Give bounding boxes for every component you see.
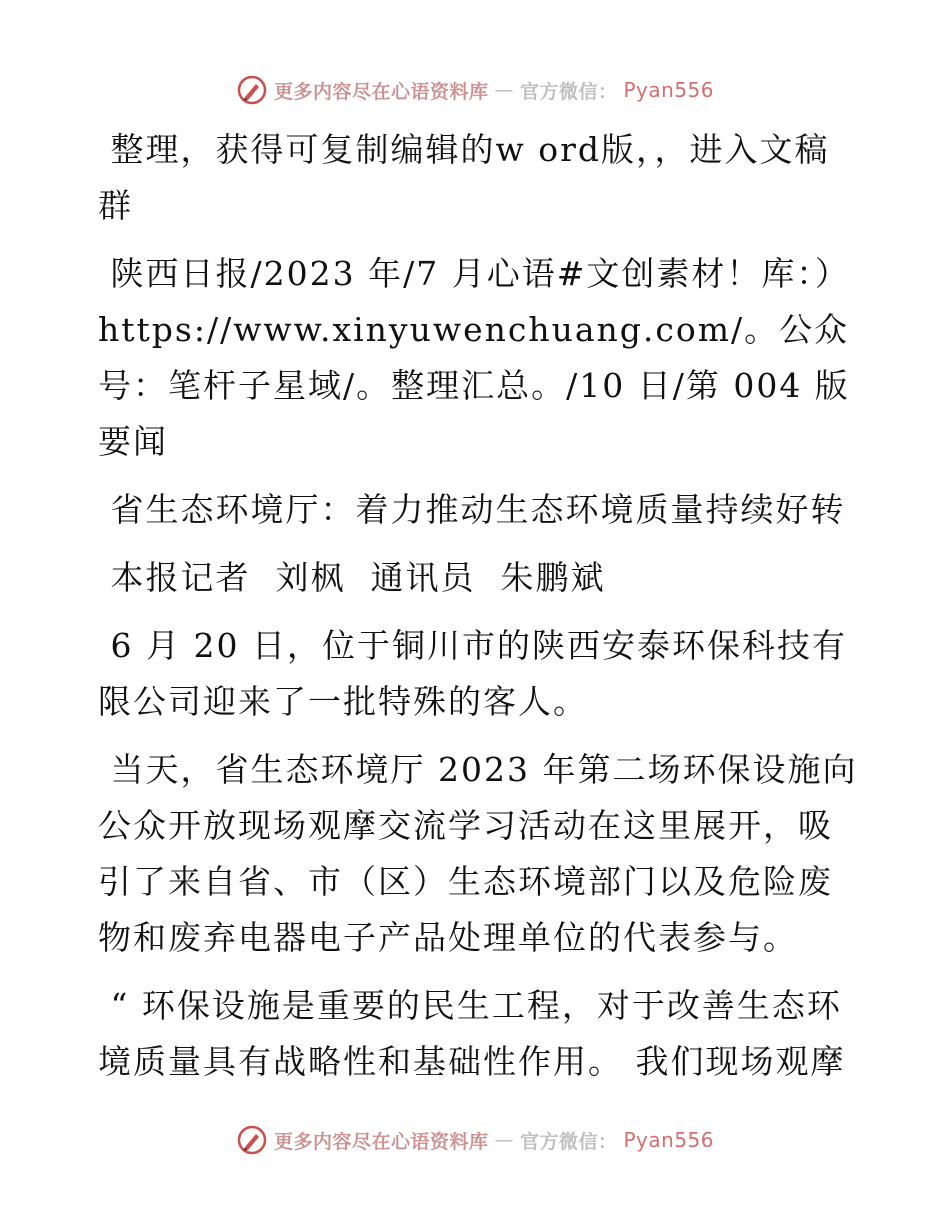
watermark-wechat-id: Pyan556 [623, 1128, 715, 1152]
watermark-main-text: 更多内容尽在心语资料库 [273, 80, 489, 103]
document-body [98, 122, 858, 1090]
watermark-wechat-id: Pyan556 [623, 78, 715, 102]
watermark-separator: — [494, 1129, 514, 1151]
pen-circle-logo-icon [236, 74, 268, 106]
watermark-sub-text: 官方微信： [519, 80, 618, 103]
paragraph-body-2: 当天，省生态环境厅 2023 年第二场环保设施向公众开放现场观摩交流学习活动在这里展开，吸引了来自省、市（区）生态环境部门以及危险废物和废弃电器电子产品处理单位的代表参与。 [98, 750, 858, 957]
paragraph-intro: 整理，获得可复制编辑的w ord版，，进入文稿群 [98, 130, 830, 225]
article-headline: 省生态环境厅：着力推动生态环境质量持续好转 [98, 490, 846, 529]
paragraph-source: 陕西日报/2023 年/7 月心语#文创素材！库：）https://www.xinyuwenchuang.com/。公众号：笔杆子星域/。整理汇总。/10 日/第 004 版要闻 [98, 254, 850, 461]
watermark-main-text: 更多内容尽在心语资料库 [273, 1130, 489, 1153]
pen-circle-logo-icon [236, 1124, 268, 1156]
paragraph-body-3: “ 环保设施是重要的民生工程，对于改善生态环境质量具有战略性和基础性作用。 我们现场观摩 [98, 986, 846, 1081]
watermark-footer [0, 1120, 950, 1160]
watermark-sub-text: 官方微信： [519, 1130, 618, 1153]
paragraph-body-1: 6 月 20 日，位于铜川市的陕西安泰环保科技有限公司迎来了一批特殊的客人。 [98, 626, 847, 721]
article-byline: 本报记者 刘枫 通讯员 朱鹏斌 [98, 558, 606, 597]
watermark-header [0, 70, 950, 110]
watermark-separator: — [494, 79, 514, 101]
